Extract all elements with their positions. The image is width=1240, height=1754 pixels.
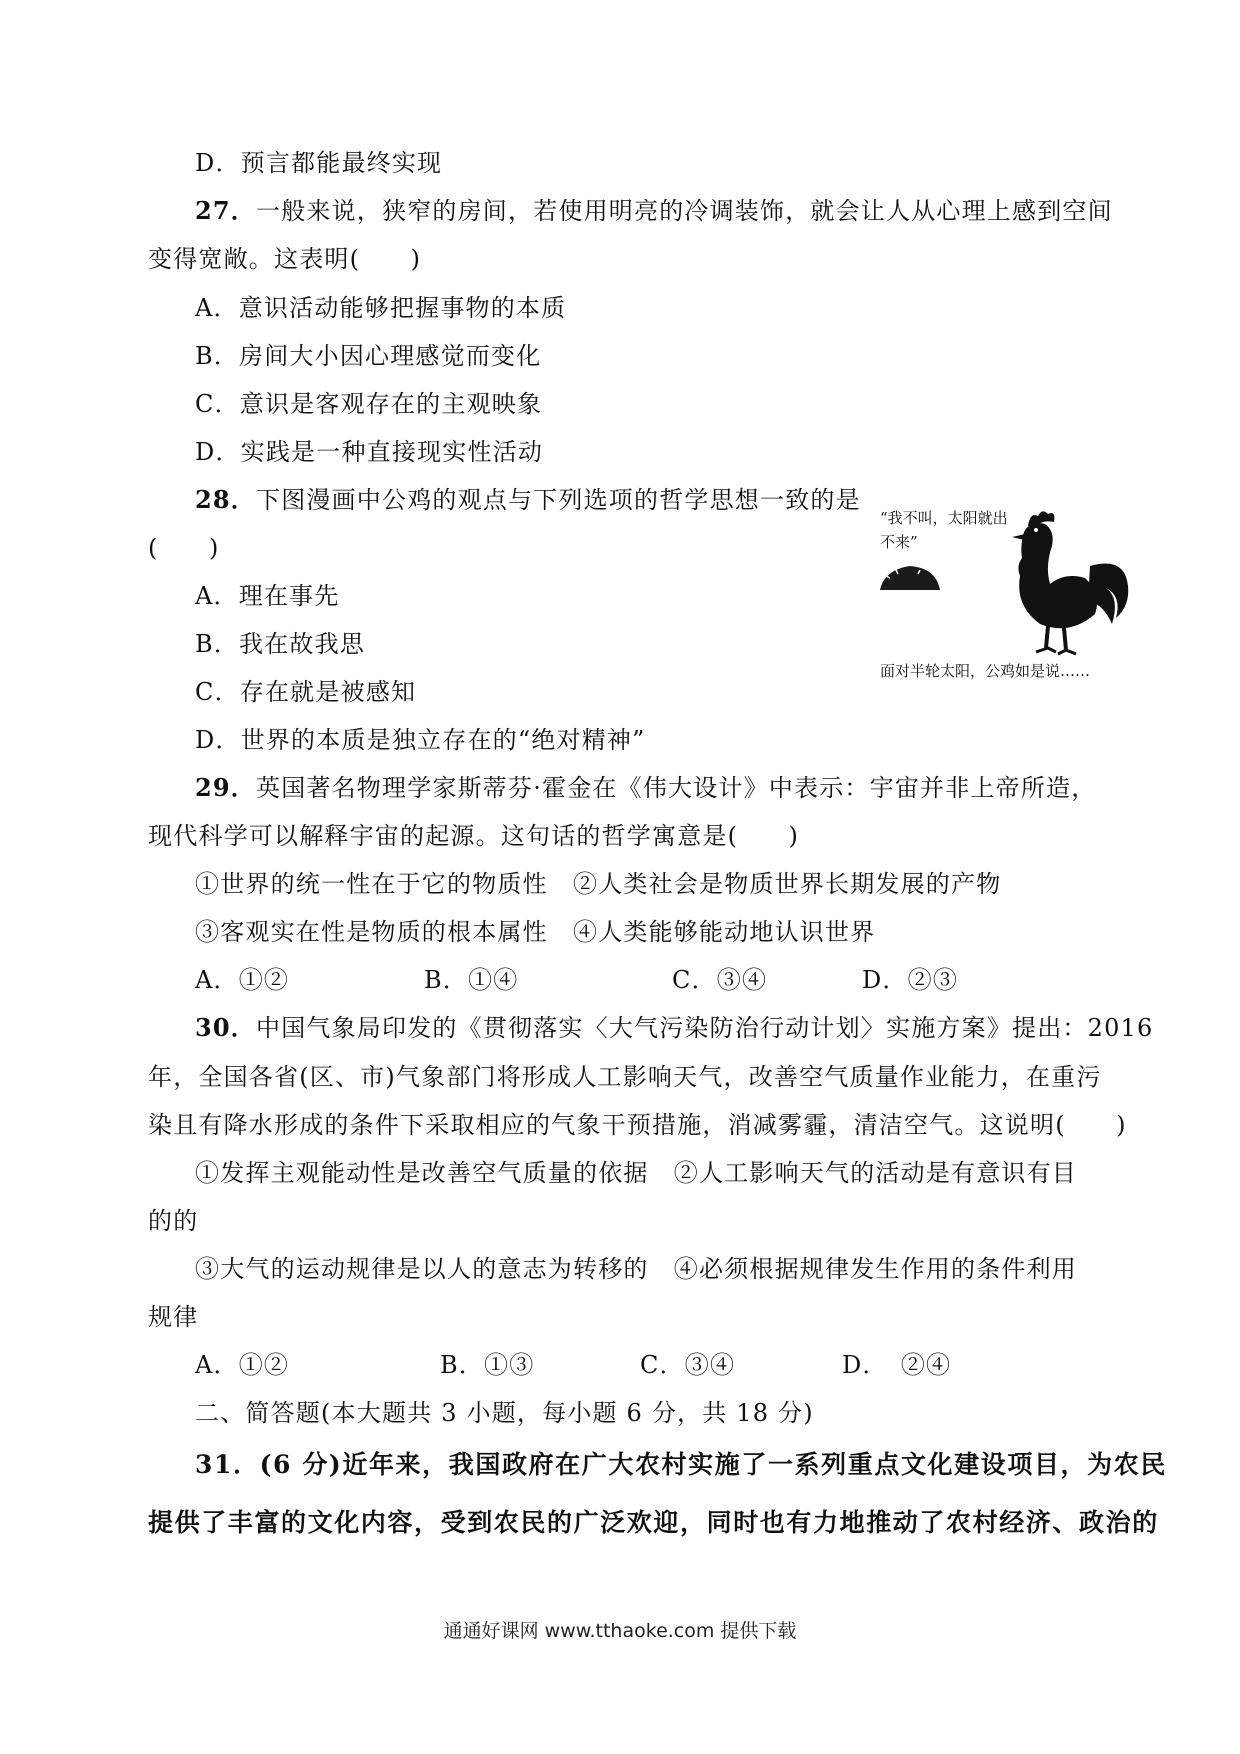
page-footer: 通通好课网 www.tthaoke.com 提供下载	[443, 1620, 797, 1642]
q30-option-d: D． ②④	[842, 1351, 952, 1379]
q27-option-b: B．房间大小因心理感觉而变化	[195, 342, 542, 370]
q29-option-d: D．②③	[862, 966, 959, 994]
q30-statements-2-cont: 规律	[148, 1303, 199, 1331]
q26-option-d: D．预言都能最终实现	[195, 149, 443, 177]
question-number: 31．	[195, 1450, 260, 1479]
q28-stem-cont: ( )	[148, 534, 220, 562]
q29-statements-2: ③客观实在性是物质的根本属性 ④人类能够能动地认识世界	[195, 918, 876, 946]
q29-stem	[195, 773, 1096, 803]
q30-option-b: B．①③	[440, 1351, 535, 1379]
q29-option-a: A．①②	[195, 966, 290, 994]
q30-statements-1: ①发挥主观能动性是改善空气质量的依据 ②人工影响天气的活动是有意识有目	[195, 1159, 1077, 1187]
q27-stem-cont: 变得宽敞。这表明( )	[148, 245, 422, 273]
question-number: 29．	[195, 773, 256, 802]
q27-stem	[195, 196, 1113, 226]
q30-stem-cont-2: 染且有降水形成的条件下采取相应的气象干预措施，消减雾霾，清洁空气。这说明( )	[148, 1111, 1127, 1139]
q28-option-c: C．存在就是被感知	[195, 678, 417, 706]
q29-option-b: B．①④	[424, 966, 519, 994]
q30-stem	[195, 1013, 1153, 1043]
q31-stem-text: (6 分)近年来，我国政府在广大农村实施了一系列重点文化建设项目，为农民	[259, 1450, 1167, 1479]
section-heading: 二、简答题(本大题共 3 小题，每小题 6 分，共 18 分)	[195, 1399, 814, 1427]
q30-stem-cont-1: 年，全国各省(区、市)气象部门将形成人工影响天气，改善空气质量作业能力，在重污	[148, 1063, 1102, 1091]
q27-option-c: C．意识是客观存在的主观映象	[195, 390, 543, 418]
q28-option-d: D．世界的本质是独立存在的“绝对精神”	[195, 726, 646, 754]
q29-statements-1: ①世界的统一性在于它的物质性 ②人类社会是物质世界长期发展的产物	[195, 870, 1002, 898]
q30-option-c: C．③④	[640, 1351, 736, 1379]
q30-statements-1-cont: 的的	[148, 1207, 199, 1235]
cartoon-caption: 面对半轮太阳，公鸡如是说……	[880, 662, 1091, 680]
q30-statements-2: ③大气的运动规律是以人的意志为转移的 ④必须根据规律发生作用的条件利用	[195, 1255, 1077, 1283]
q28-option-b: B．我在故我思	[195, 630, 366, 658]
question-number: 27．	[195, 196, 256, 225]
q30-stem-text: 中国气象局印发的《贯彻落实〈大气污染防治行动计划〉实施方案》提出：2016	[256, 1014, 1154, 1042]
question-number: 30．	[195, 1013, 256, 1042]
q31-stem-cont: 提供了丰富的文化内容，受到农民的广泛欢迎，同时也有力地推动了农村经济、政治的	[148, 1508, 1159, 1537]
q29-option-c: C．③④	[672, 966, 768, 994]
q27-option-d: D．实践是一种直接现实性活动	[195, 438, 544, 466]
q28-option-a: A．理在事先	[195, 582, 340, 610]
q27-option-a: A．意识活动能够把握事物的本质	[195, 294, 567, 322]
rooster-cartoon	[880, 506, 1140, 686]
q27-stem-text: 一般来说，狭窄的房间，若使用明亮的冷调装饰，就会让人从心理上感到空间	[256, 197, 1113, 225]
q30-option-a: A．①②	[195, 1351, 290, 1379]
q29-stem-cont: 现代科学可以解释宇宙的起源。这句话的哲学寓意是( )	[148, 822, 800, 850]
q28-stem	[195, 485, 861, 515]
rooster-speech: “我不叫，太阳就出不来”	[880, 509, 1008, 551]
q29-stem-text: 英国著名物理学家斯蒂芬·霍金在《伟大设计》中表示：宇宙并非上帝所造，	[256, 774, 1097, 802]
q28-stem-text: 下图漫画中公鸡的观点与下列选项的哲学思想一致的是	[256, 486, 861, 514]
q31-stem	[195, 1450, 1167, 1480]
question-number: 28．	[195, 485, 256, 514]
